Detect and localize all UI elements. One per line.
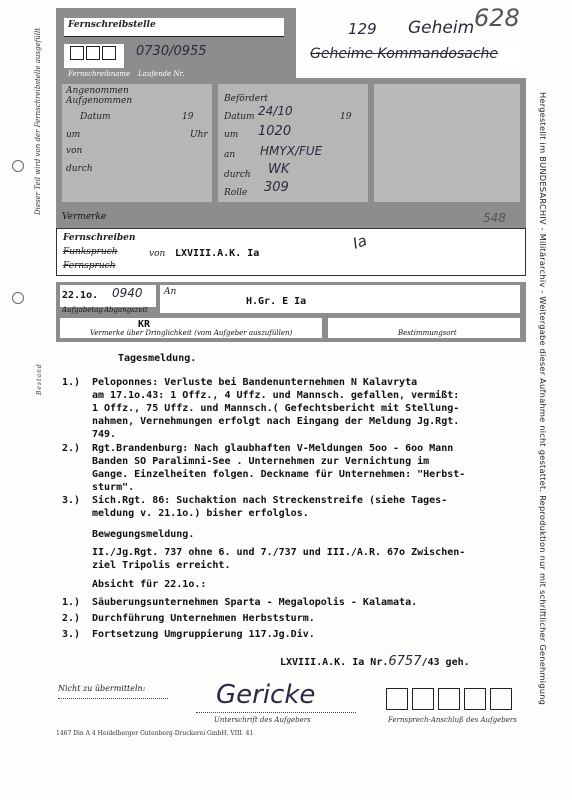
laufende-nr-label: Laufende Nr. (138, 70, 185, 78)
stamp-box (374, 84, 520, 202)
aufgenommen-label: Aufgenommen (66, 96, 133, 106)
geheime-kommandosache: Geheime Kommandosache (310, 46, 499, 62)
absicht-2-number: 2.) (62, 613, 81, 624)
fernschreibname-label: Fernschreibname (68, 70, 131, 78)
unterschrift-label: Unterschrift des Aufgebers (214, 716, 311, 724)
angenommen-label: Angenommen (66, 86, 129, 96)
vermerke-label: Vermerke (62, 212, 107, 222)
left-margin-bestand: Bestand (36, 363, 43, 395)
funkspruch-label: Funkspruch (63, 247, 118, 257)
bewegung-title: Bewegungsmeldung. (92, 529, 195, 540)
befoerdert-box (218, 84, 368, 202)
fernspruch-label: Fernspruch (63, 261, 116, 271)
absicht-1-text: Säuberungsunternehmen Sparta - Megalopolis - Kalamata. (92, 597, 418, 608)
printer-imprint: 1467 Din A 4 Heidelberger Gutenberg-Druckerei GmbH. VIII. 41 (56, 730, 254, 737)
fernsprech-boxes (386, 688, 516, 712)
signature: Gericke (216, 680, 316, 710)
reference-prefix: LXVIII.A.K. Ia Nr. (280, 657, 389, 668)
bestimmungsort-label: Bestimmungsort (398, 329, 457, 337)
item-2-number: 2.) (62, 443, 81, 454)
item-3-number: 3.) (62, 495, 81, 506)
item-1-text: Peloponnes: Verluste bei Bandenunternehmen N Kalavryta am 17.1o.43: 1 Offz., 4 Uffz. und Mannsch. gefallen, vermißt: 1 Offz., 75 Uffz. und Mannsch.( Gefechtsbericht mit Stellung- nahmen, Vernehmungen erfolgt nach Eingang der Meldung Jg.Rgt. 749. (92, 377, 460, 440)
punch-hole (12, 292, 24, 304)
abgangszeit-label: Abgangszeit (104, 306, 148, 314)
fernsprech-label: Fernsprech-Anschluß des Aufgebers (388, 716, 517, 724)
absicht-3-text: Fortsetzung Umgruppierung 117.Jg.Div. (92, 629, 315, 640)
dringlichkeit-label: Vermerke über Dringlichkeit (vom Aufgeber auszufüllen) (90, 329, 293, 337)
datum-label: Datum (80, 112, 111, 122)
bef-um-label: um (224, 130, 239, 140)
fernschreibstelle-label: Fernschreibstelle (68, 20, 156, 30)
von-label: von (66, 146, 83, 156)
item-2-text: Rgt.Brandenburg: Nach glaubhaften V-Meldungen 5oo - 6oo Mann Banden SO Paralimni-See . Unternehmen zur Vernichtung im Gange. Einzelheiten folgen. Deckname für Unternehmen: "Herbst- sturm". (92, 443, 466, 493)
an-label: An (164, 287, 177, 297)
bef-datum-label: Datum (224, 112, 255, 122)
bef-rolle-label: Rolle (224, 188, 248, 198)
reference-number: 6757 (388, 654, 422, 669)
absicht-2-text: Durchführung Unternehmen Herbststurm. (92, 613, 315, 624)
von-label-2: von (149, 249, 166, 259)
item-1-number: 1.) (62, 377, 81, 388)
durch-label: durch (66, 164, 93, 174)
aufgabe-time: 0940 (112, 286, 143, 300)
item-3-text: Sich.Rgt. 86: Suchaktion nach Streckenstreife (siehe Tages- meldung v. 21.1o.) bisher erfolglos. (92, 495, 448, 519)
message-title: Tagesmeldung. (118, 353, 197, 364)
absicht-1-number: 1.) (62, 597, 81, 608)
punch-hole (12, 160, 24, 172)
bef-durch-label: durch (224, 170, 251, 180)
angenommen-box (62, 84, 212, 202)
empfaenger: H.Gr. E Ia (246, 296, 307, 307)
absicht-3-number: 3.) (62, 629, 81, 640)
bef-rolle-value: 309 (264, 180, 289, 195)
archive-stamp: Hergestellt im BUNDESARCHIV - Militärarchiv - Weitergabe dieser Aufnahme nicht gestattet. Reproduktion nur mit schriftlicher Genehmigung (538, 92, 548, 706)
uhr-label: Uhr (190, 130, 208, 140)
fernschreiben-label: Fernschreiben (63, 233, 136, 243)
year-prefix: 19 (182, 112, 194, 122)
bef-an-label: an (224, 150, 236, 160)
bef-durch-value: WK (268, 162, 290, 177)
aufgabe-date: 22.1o. (62, 290, 99, 301)
absicht-title: Absicht für 22.1o.: (92, 579, 207, 590)
absender: LXVIII.A.K. Ia (175, 248, 260, 259)
laufende-nr-value: 0730/0955 (136, 44, 207, 59)
kr-marker: KR (138, 319, 151, 330)
befoerdert-label: Befördert (224, 94, 268, 104)
left-margin-note: Dieser Teil wird von der Fernschreibstelle ausgefüllt (34, 27, 42, 215)
bef-datum-value: 24/10 (258, 104, 293, 118)
reference-line (280, 650, 470, 669)
corner-number: 628 (474, 4, 520, 32)
bef-an-value: HMYX/FUE (260, 144, 323, 158)
header-number: 129 (348, 20, 377, 38)
margin-number: 548 (483, 211, 506, 225)
nicht-uebermitteln-label: Nicht zu übermitteln: (58, 684, 146, 693)
aufgabetag-label: Aufgabetag (62, 306, 103, 314)
bef-um-value: 1020 (258, 124, 292, 139)
bewegung-text: II./Jg.Rgt. 737 ohne 6. und 7./737 und III./A.R. 67o Zwischen- ziel Tripolis erreicht. (92, 547, 466, 571)
margin-note: Ia (350, 231, 370, 253)
geheim-stamp: Geheim (408, 18, 475, 38)
fernschreibstelle-block (56, 8, 296, 78)
bef-year: 19 (340, 112, 352, 122)
um-label: um (66, 130, 81, 140)
reference-suffix: /43 geh. (421, 657, 470, 668)
